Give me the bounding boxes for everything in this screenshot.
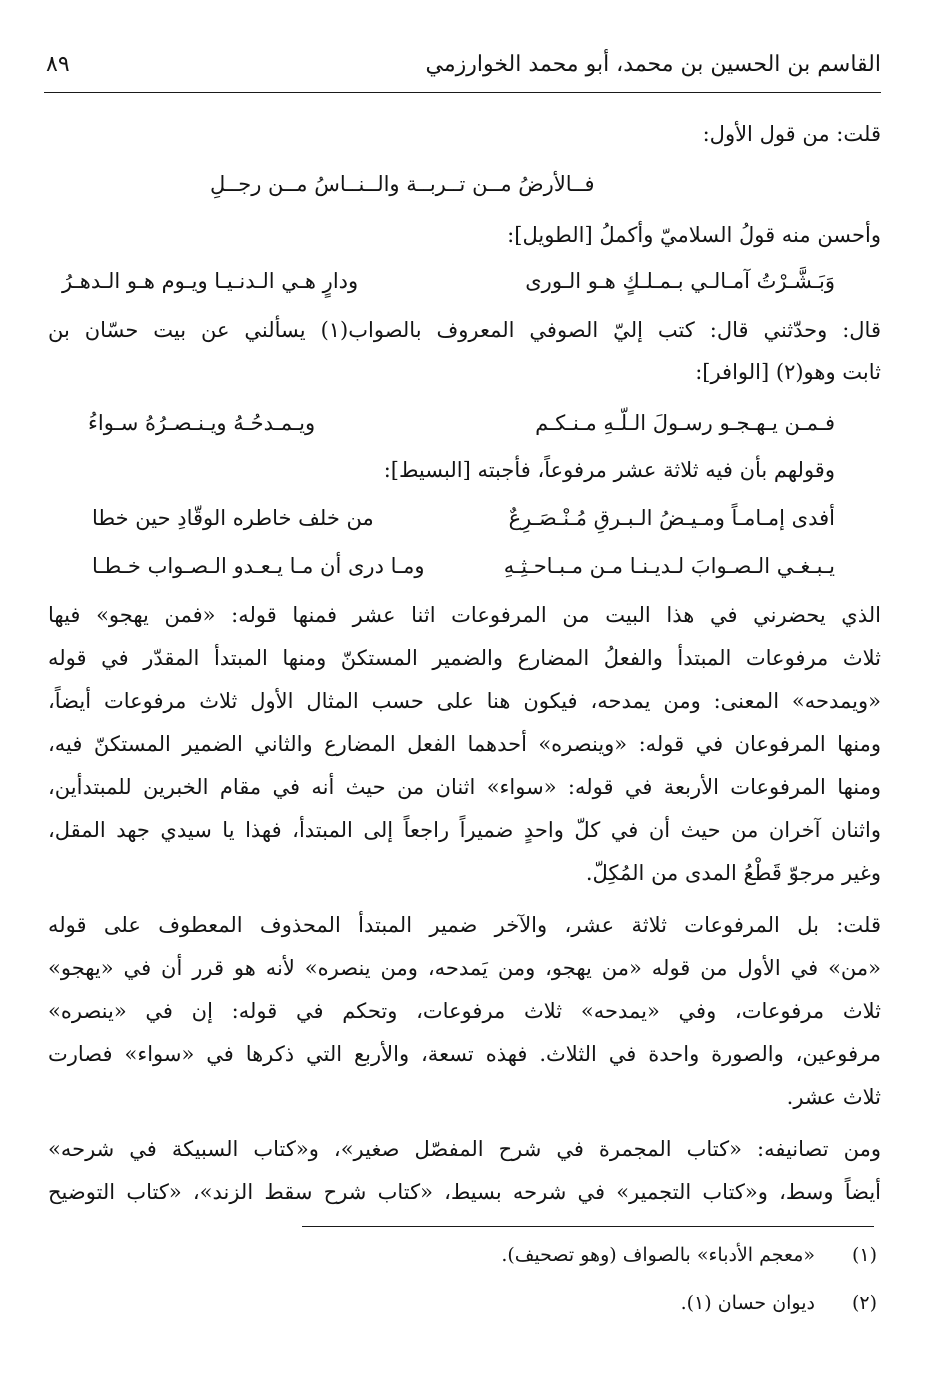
- text-line: قلت: بل المرفوعات ثلاثة عشر، والآخر ضمير المبتدأ المحذوف المعطوف على قوله: [48, 913, 881, 937]
- running-head: القاسم بن الحسين بن محمد، أبو محمد الخوارزمي: [425, 52, 881, 77]
- verse-hemistich-second: ويـمـدحُـهُ ويـنـصـرُهُ سـواءُ: [88, 411, 316, 435]
- text-line: قلت: من قول الأول:: [702, 122, 881, 146]
- text-line: مرفوعين، والصورة واحدة في الثلاث. فهذه تسعة، والأربع التي ذكرها في «سواء» فصارت: [48, 1042, 881, 1066]
- text-line: قال: وحدّثني قال: كتب إليّ الصوفي المعروف بالصواب(١) يسألني عن بيت حسّان بن: [48, 318, 881, 342]
- text-line: واثنان آخران من حيث أن في كلّ واحدٍ ضميراً راجعاً إلى المبتدأ، فهذا يا سيدي جهد المقل،: [48, 818, 881, 842]
- footnote-text: «معجم الأدباء» بالصواف (وهو تصحيف).: [501, 1244, 815, 1266]
- footnote-number: (١): [851, 1244, 877, 1266]
- page-header: [44, 50, 881, 93]
- text-line: ثلاث مرفوعات المبتدأ والفعلُ المضارع والضمير المستكنّ ومنها المبتدأ المقدّر في قوله: [48, 646, 881, 670]
- page-number: ٨٩: [46, 52, 70, 77]
- text-line: وقولهم بأن فيه ثلاثة عشر مرفوعاً، فأجبته [البسيط]:: [383, 458, 835, 482]
- text-line: أيضاً وسط، و«كتاب التجمير» في شرحه بسيط، «كتاب شرح سقط الزند»، «كتاب التوضيح: [48, 1180, 881, 1204]
- text-line: «ويمدحه» المعنى: ومن يمدحه، فيكون هنا على حسب المثال الأول ثلاث مرفوعات أيضاً،: [48, 689, 881, 713]
- verse-hemistich-first: يـبـغـي الـصـوابَ لـديـنـا مـن مـبـاحـثِـهِ: [503, 554, 835, 578]
- text-line: ومن تصانيفه: «كتاب المجمرة في شرح المفصّل صغير»، و«كتاب السبيكة في شرحه»: [48, 1137, 881, 1161]
- verse-hemistich-first: فـمـن يـهـجـو رسـولَ الـلّـهِ مـنـكـم: [535, 411, 835, 435]
- footnote-divider: [302, 1226, 874, 1227]
- verse-hemistich-second: ودارٍ هـي الـدنـيـا ويـوم هـو الـدهـرُ: [62, 269, 359, 293]
- verse-line: فــالأرضُ مــن تــربــة والــنــاسُ مــن رجــلِ: [210, 172, 595, 196]
- footnote: [681, 1294, 877, 1313]
- text-line: الذي يحضرني في هذا البيت من المرفوعات اثنا عشر فمنها قوله: «فمن يهجو» فيها: [48, 603, 881, 627]
- text-line: وغير مرجوّ قَطْعُ المدى من المُكِلّ.: [585, 861, 881, 885]
- text-line: ثلاث عشر.: [786, 1085, 881, 1109]
- verse-hemistich-first: أفدى إمـامـاً ومـيـضُ الـبـرقِ مُـنْـصَـرِعٌ: [508, 506, 835, 530]
- footnote-text: ديوان حسان (١).: [680, 1292, 815, 1314]
- text-line: ثابت وهو(٢) [الوافر]:: [695, 360, 881, 384]
- verse-hemistich-first: وَبَـشَّـرْتُ آمـالـي بـمـلـكٍ هـو الـورى: [525, 269, 835, 293]
- footnote: [501, 1246, 877, 1265]
- footnote-number: (٢): [851, 1292, 877, 1314]
- text-line: وأحسن منه قولُ السلاميّ وأكملُ [الطويل]:: [507, 223, 881, 247]
- text-line: ثلاث مرفوعات، وفي «يمدحه» ثلاث مرفوعات، وتحكم في قوله: إن في «ينصره»: [48, 999, 881, 1023]
- text-line: ومنها المرفوعان في قوله: «وينصره» أحدهما الفعل المضارع والثاني الضمير المستكنّ فيه،: [48, 732, 881, 756]
- text-line: «من» في الأول من قوله «من يهجو، ومن يَمدحه، ومن ينصره» لأنه هو قرر أن في «يهجو»: [48, 956, 881, 980]
- text-line: ومنها المرفوعات الأربعة في قوله: «سواء» اثنان من حيث أنه في مقام الخبرين للمبتدأين،: [48, 775, 881, 799]
- verse-hemistich-second: ومـا درى أن مـا يـعـدو الـصـواب خـطـا: [92, 554, 425, 578]
- verse-hemistich-second: من خلف خاطره الوقّادِ حين خطا: [92, 506, 374, 530]
